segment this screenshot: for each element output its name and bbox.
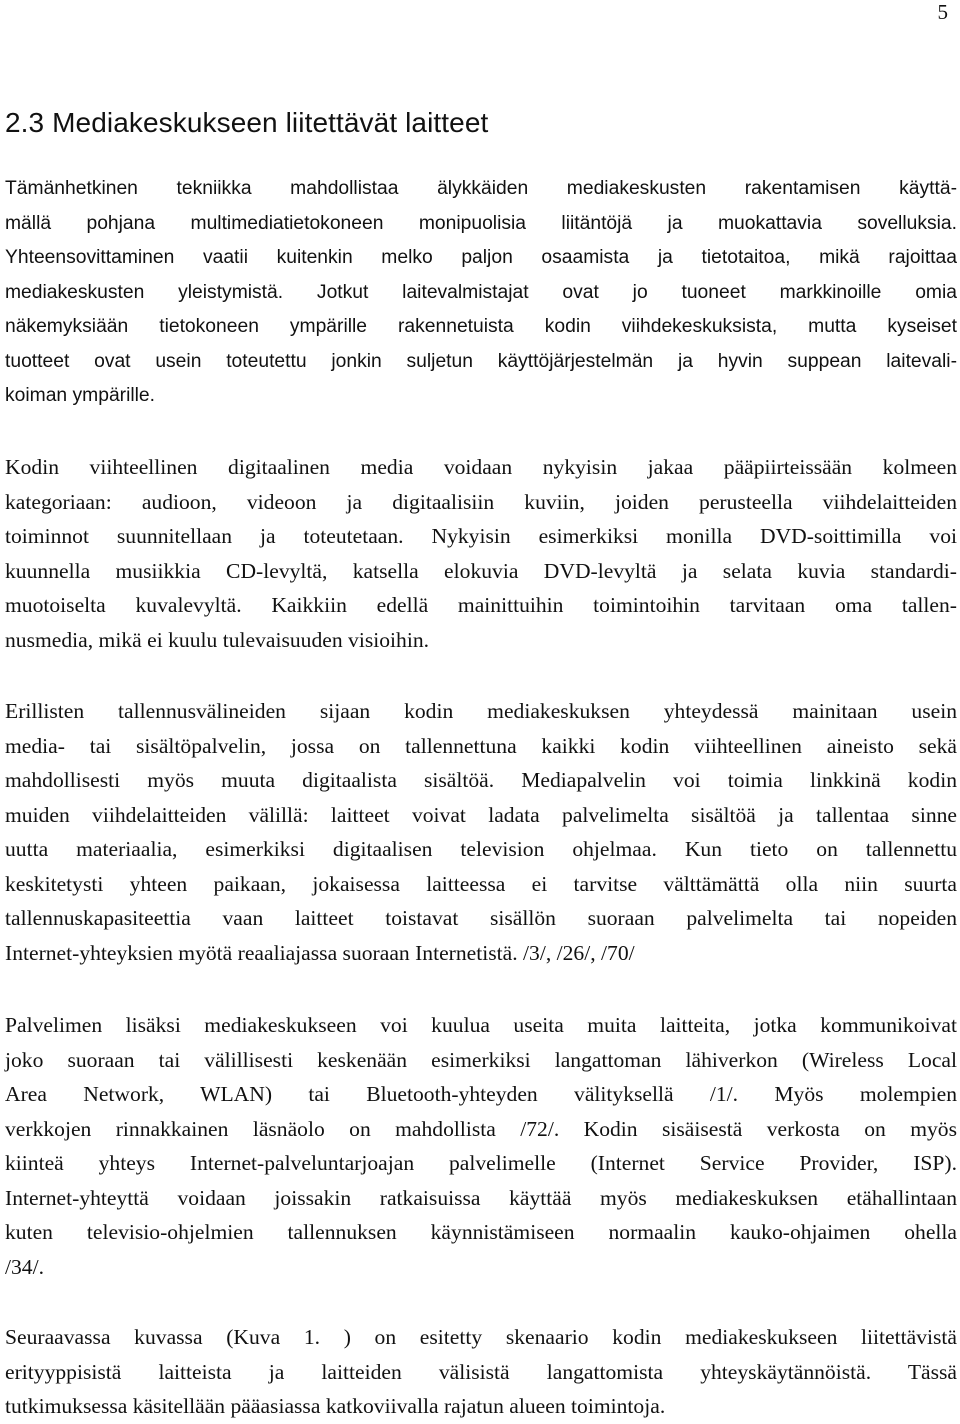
paragraph-line: Yhteensovittaminen vaatii kuitenkin melko paljon osaamista ja tietotaitoa, mikä rajoittaa [5, 247, 957, 268]
paragraph-line: verkkojen rinnakkainen läsnäolo on mahdollista /72/. Kodin sisäisestä verkosta on myös [5, 1116, 957, 1141]
paragraph-line: muiden viihdelaitteiden välillä: laitteet voivat ladata palvelimelta sisältöä ja tallentaa sinne [5, 802, 957, 827]
paragraph-networks [5, 1008, 957, 1284]
paragraph-line: kuunnella musiikkia CD-levyltä, katsella elokuvia DVD-levyltä ja selata kuvia standardi- [5, 558, 957, 583]
paragraph-line: toiminnot suunnitellaan ja toteutetaan. Nykyisin esimerkiksi monilla DVD-soittimilla voi [5, 524, 957, 548]
paragraph-intro [5, 172, 957, 414]
paragraph-digital-media [5, 450, 957, 657]
paragraph-line: uutta materiaalia, esimerkiksi digitaalisen television ohjelmaa. Kun tieto on tallennettu [5, 837, 957, 861]
paragraph-line: Palvelimen lisäksi mediakeskukseen voi kuulua useita muita laitteita, jotka kommunikoivat [5, 1013, 957, 1037]
paragraph-line: nusmedia, mikä ei kuulu tulevaisuuden visioihin. [5, 627, 430, 652]
paragraph-line: joko suoraan tai välillisesti keskenään esimerkiksi langattoman lähiverkon (Wireless Local [5, 1047, 957, 1072]
paragraph-line: kategoriaan: audioon, videoon ja digitaalisiin kuviin, joiden perusteella viihdelaitteiden [5, 489, 957, 514]
paragraph-line: /34/. [5, 1254, 44, 1279]
paragraph-media-server [5, 694, 957, 970]
paragraph-line: media- tai sisältöpalvelin, jossa on tallennettuna kaikki kodin viihteellinen aineisto sekä [5, 733, 957, 758]
section-heading: 2.3 Mediakeskukseen liitettävät laitteet [5, 107, 489, 138]
paragraph-line: mediakeskusten yleistymistä. Jotkut laitevalmistajat ovat jo tuoneet markkinoille omia [5, 281, 957, 303]
paragraph-line: Tämänhetkinen tekniikka mahdollistaa älykkäiden mediakeskusten rakentamisen käyttä- [5, 178, 957, 199]
paragraph-line: tutkimuksessa käsitellään pääasiassa katkoviivalla rajatun alueen toimintoja. [5, 1394, 666, 1418]
paragraph-line: Erillisten tallennusvälineiden sijaan kodin mediakeskuksen yhteydessä mainitaan usein [5, 699, 957, 723]
paragraph-line: Internet-yhteyksien myötä reaaliajassa suoraan Internetistä. /3/, /26/, /70/ [5, 940, 635, 965]
paragraph-line: muotoiselta kuvalevyltä. Kaikkiin edellä mainittuihin toimintoihin tarvitaan oma tallen- [5, 593, 957, 617]
paragraph-line: erityyppisistä laitteista ja laitteiden välisistä langattomista yhteyskäytännöistä. Tässä [5, 1359, 957, 1384]
page-number: 5 [937, 0, 948, 24]
paragraph-line: Area Network, WLAN) tai Bluetooth-yhteyden välityksellä /1/. Myös molempien [5, 1082, 957, 1106]
paragraph-scenario [5, 1320, 957, 1424]
paragraph-line: mällä pohjana multimediatietokoneen monipuolisia liitäntöjä ja muokattavia sovelluksia. [5, 212, 957, 234]
paragraph-line: koiman ympärille. [5, 385, 156, 406]
paragraph-line: kuten televisio-ohjelmien tallennuksen käynnistämiseen normaalin kauko-ohjaimen ohella [5, 1220, 957, 1244]
paragraph-line: mahdollisesti myös muuta digitaalista sisältöä. Mediapalvelin voi toimia linkkinä kodin [5, 768, 957, 792]
paragraph-line: keskitetysti yhteen paikaan, jokaisessa laitteessa ei tarvitse välttämättä olla niin suurta [5, 871, 957, 896]
paragraph-line: Internet-yhteyttä voidaan joissakin ratkaisuissa käyttää myös mediakeskuksen etähallintaan [5, 1185, 957, 1210]
paragraph-line: Kodin viihteellinen digitaalinen media voidaan nykyisin jakaa pääpiirteissään kolmeen [5, 455, 957, 479]
paragraph-line: tuotteet ovat usein toteutettu jonkin suljetun käyttöjärjestelmän ja hyvin suppean laitevali- [5, 350, 957, 372]
paragraph-line: näkemyksiään tietokoneen ympärille rakennetuista kodin viihdekeskuksista, mutta kyseiset [5, 316, 957, 337]
paragraph-line: Seuraavassa kuvassa (Kuva 1. ) on esitetty skenaario kodin mediakeskukseen liitettävistä [5, 1325, 957, 1349]
paragraph-line: tallennuskapasiteettia vaan laitteet toistavat sisällön suoraan palvelimelta tai nopeiden [5, 906, 957, 930]
paragraph-line: kiinteä yhteys Internet-palveluntarjoajan palvelimelle (Internet Service Provider, ISP). [5, 1151, 957, 1175]
